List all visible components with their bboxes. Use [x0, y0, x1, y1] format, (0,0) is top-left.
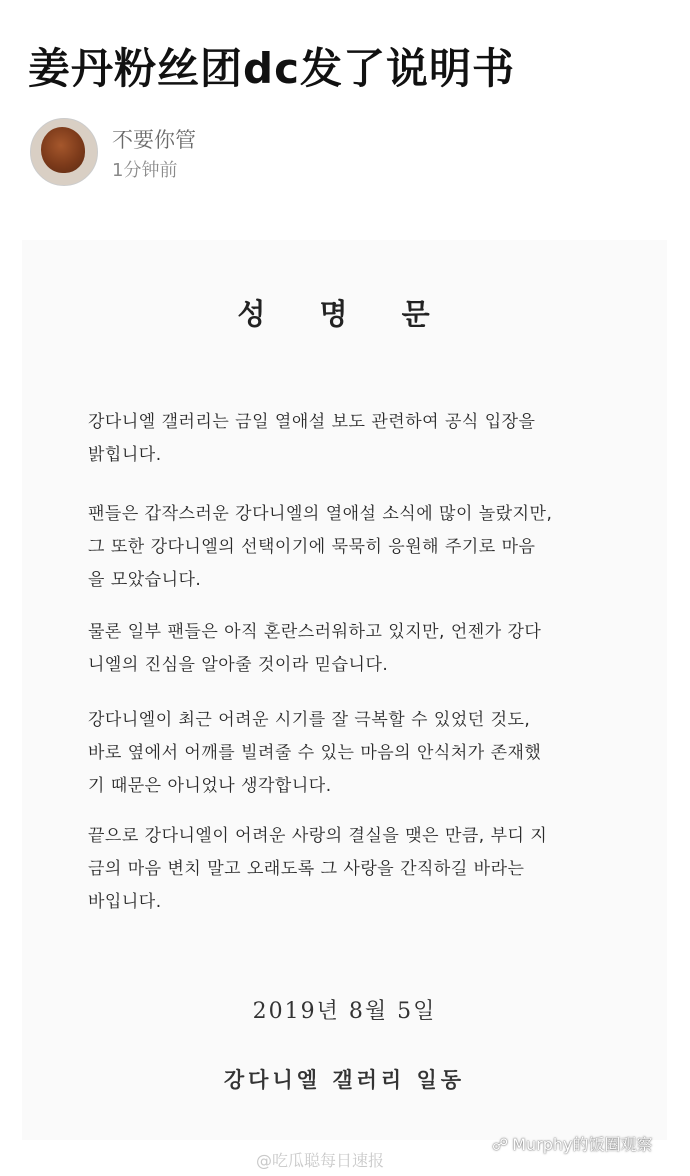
- avatar[interactable]: [30, 118, 98, 186]
- post-title: 姜丹粉丝团dc发了说明书: [28, 44, 515, 93]
- wechat-watermark-label: Murphy的饭圈观察: [512, 1135, 653, 1154]
- letter-paragraph: [88, 406, 628, 472]
- letter-title: 성 명 문: [237, 297, 452, 331]
- wechat-icon: ☍: [492, 1135, 509, 1154]
- letter-line: 바로 옆에서 어깨를 빌려줄 수 있는 마음의 안식처가 존재했: [88, 743, 542, 763]
- letter-line: 물론 일부 팬들은 아직 혼란스러워하고 있지만, 언젠가 강다: [88, 622, 542, 642]
- weibo-watermark: @吃瓜聪每日速报: [256, 1151, 385, 1170]
- letter-line: 강다니엘 갤러리는 금일 열애설 보도 관련하여 공식 입장을: [88, 412, 536, 432]
- letter-paragraph: [88, 616, 628, 682]
- author-row[interactable]: [30, 118, 430, 188]
- letter-paragraph: [88, 498, 628, 597]
- author-name[interactable]: 不要你管: [112, 128, 196, 152]
- letter-paragraph: [88, 704, 628, 803]
- letter-line: 바입니다.: [88, 892, 162, 912]
- letter-signature: 강다니엘 갤러리 일동: [223, 1068, 466, 1092]
- letter-date: 2019년 8월 5일: [252, 999, 437, 1024]
- letter-line: 그 또한 강다니엘의 선택이기에 묵묵히 응원해 주기로 마음: [88, 537, 536, 557]
- letter-line: 금의 마음 변치 말고 오래도록 그 사랑을 간직하길 바라는: [88, 859, 525, 879]
- letter-line: 팬들은 갑작스러운 강다니엘의 열애설 소식에 많이 놀랐지만,: [88, 504, 553, 524]
- avatar-dog-image: [41, 127, 85, 173]
- letter-line: 밝힙니다.: [88, 445, 162, 465]
- statement-letter-image: [22, 240, 667, 1140]
- letter-line: 니엘의 진심을 알아줄 것이라 믿습니다.: [88, 655, 389, 675]
- post-time: 1分钟前: [112, 160, 178, 181]
- wechat-watermark: [492, 1132, 653, 1155]
- letter-line: 기 때문은 아니었나 생각합니다.: [88, 776, 332, 796]
- letter-line: 을 모았습니다.: [88, 570, 202, 590]
- letter-line: 끝으로 강다니엘이 어려운 사랑의 결실을 맺은 만큼, 부디 지: [88, 826, 548, 846]
- letter-line: 강다니엘이 최근 어려운 시기를 잘 극복할 수 있었던 것도,: [88, 710, 531, 730]
- letter-paragraph: [88, 820, 628, 919]
